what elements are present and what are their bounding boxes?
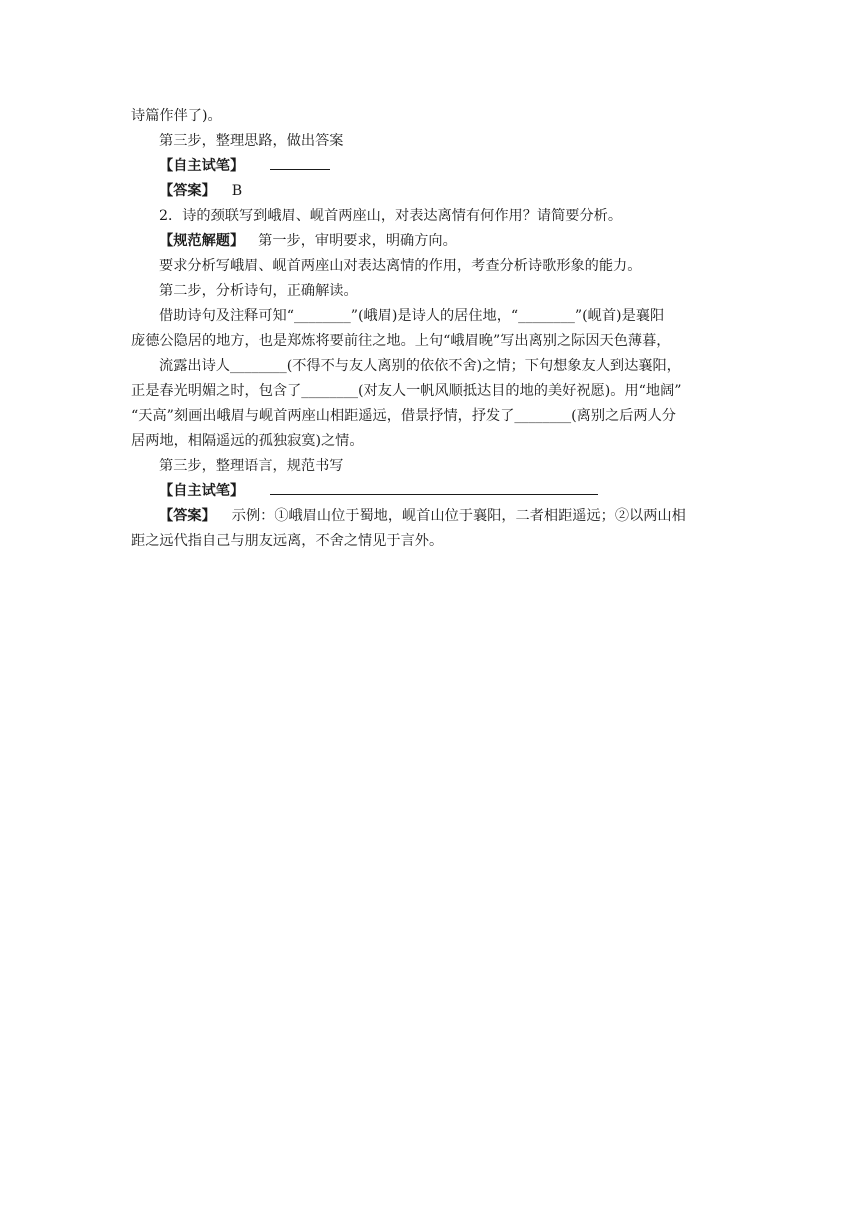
step-two-heading: 第二步，分析诗句，正确解读。: [159, 283, 358, 299]
document-body: [131, 104, 731, 554]
standard-solution-label: 【规范解题】: [159, 233, 245, 249]
question-two: 2．诗的颈联写到峨眉、岘首两座山，对表达离情有何作用？请简要分析。: [159, 208, 623, 224]
answer-label: 【答案】: [159, 183, 216, 199]
answer-example-text: 示例：①峨眉山位于蜀地，岘首山位于襄阳，二者相距遥远；②以两山相: [231, 508, 686, 524]
step-three-heading: 第三步，整理思路，做出答案: [159, 133, 344, 149]
self-try-row: [131, 154, 731, 179]
text-line: 诗篇作伴了)。: [131, 108, 222, 124]
answer-blank-short[interactable]: [270, 155, 330, 170]
answer-row-2: [131, 504, 731, 529]
analysis-line: 居两地，相隔遥远的孤独寂寞)之情。: [131, 433, 364, 449]
requirement-text: 要求分析写峨眉、岘首两座山对表达离情的作用，考查分析诗歌形象的能力。: [159, 258, 642, 274]
analysis-line: 流露出诗人________(不得不与友人离别的依依不舍)之情；下句想象友人到达襄阳，: [159, 358, 681, 374]
self-try-row-2: [131, 479, 731, 504]
analysis-line: 正是春光明媚之时，包含了________(对友人一帆风顺抵达目的地的美好祝愿)。用“地阔”: [131, 383, 682, 399]
analysis-line: 庞德公隐居的地方，也是郑炼将要前往之地。上句“峨眉晚”写出离别之际因天色薄暮，: [131, 333, 671, 349]
step-three-heading-2: 第三步，整理语言，规范书写: [159, 458, 344, 474]
standard-solution-row: [131, 229, 731, 254]
answer-label-2: 【答案】: [159, 508, 216, 524]
self-try-label: 【自主试笔】: [159, 158, 245, 174]
analysis-line: 借助诗句及注释可知“________”(峨眉)是诗人的居住地，“________”(岘首)是襄阳: [159, 308, 665, 324]
answer-continuation: 距之远代指自己与朋友远离，不舍之情见于言外。: [131, 533, 444, 549]
answer-blank-long[interactable]: [270, 480, 598, 495]
answer-value: B: [231, 183, 243, 199]
step-one-text: 第一步，审明要求，明确方向。: [258, 233, 457, 249]
answer-row: [131, 179, 731, 204]
analysis-line: “天高”刻画出峨眉与岘首两座山相距遥远，借景抒情，抒发了________(离别之后两人分: [131, 408, 676, 424]
self-try-label-2: 【自主试笔】: [159, 483, 245, 499]
